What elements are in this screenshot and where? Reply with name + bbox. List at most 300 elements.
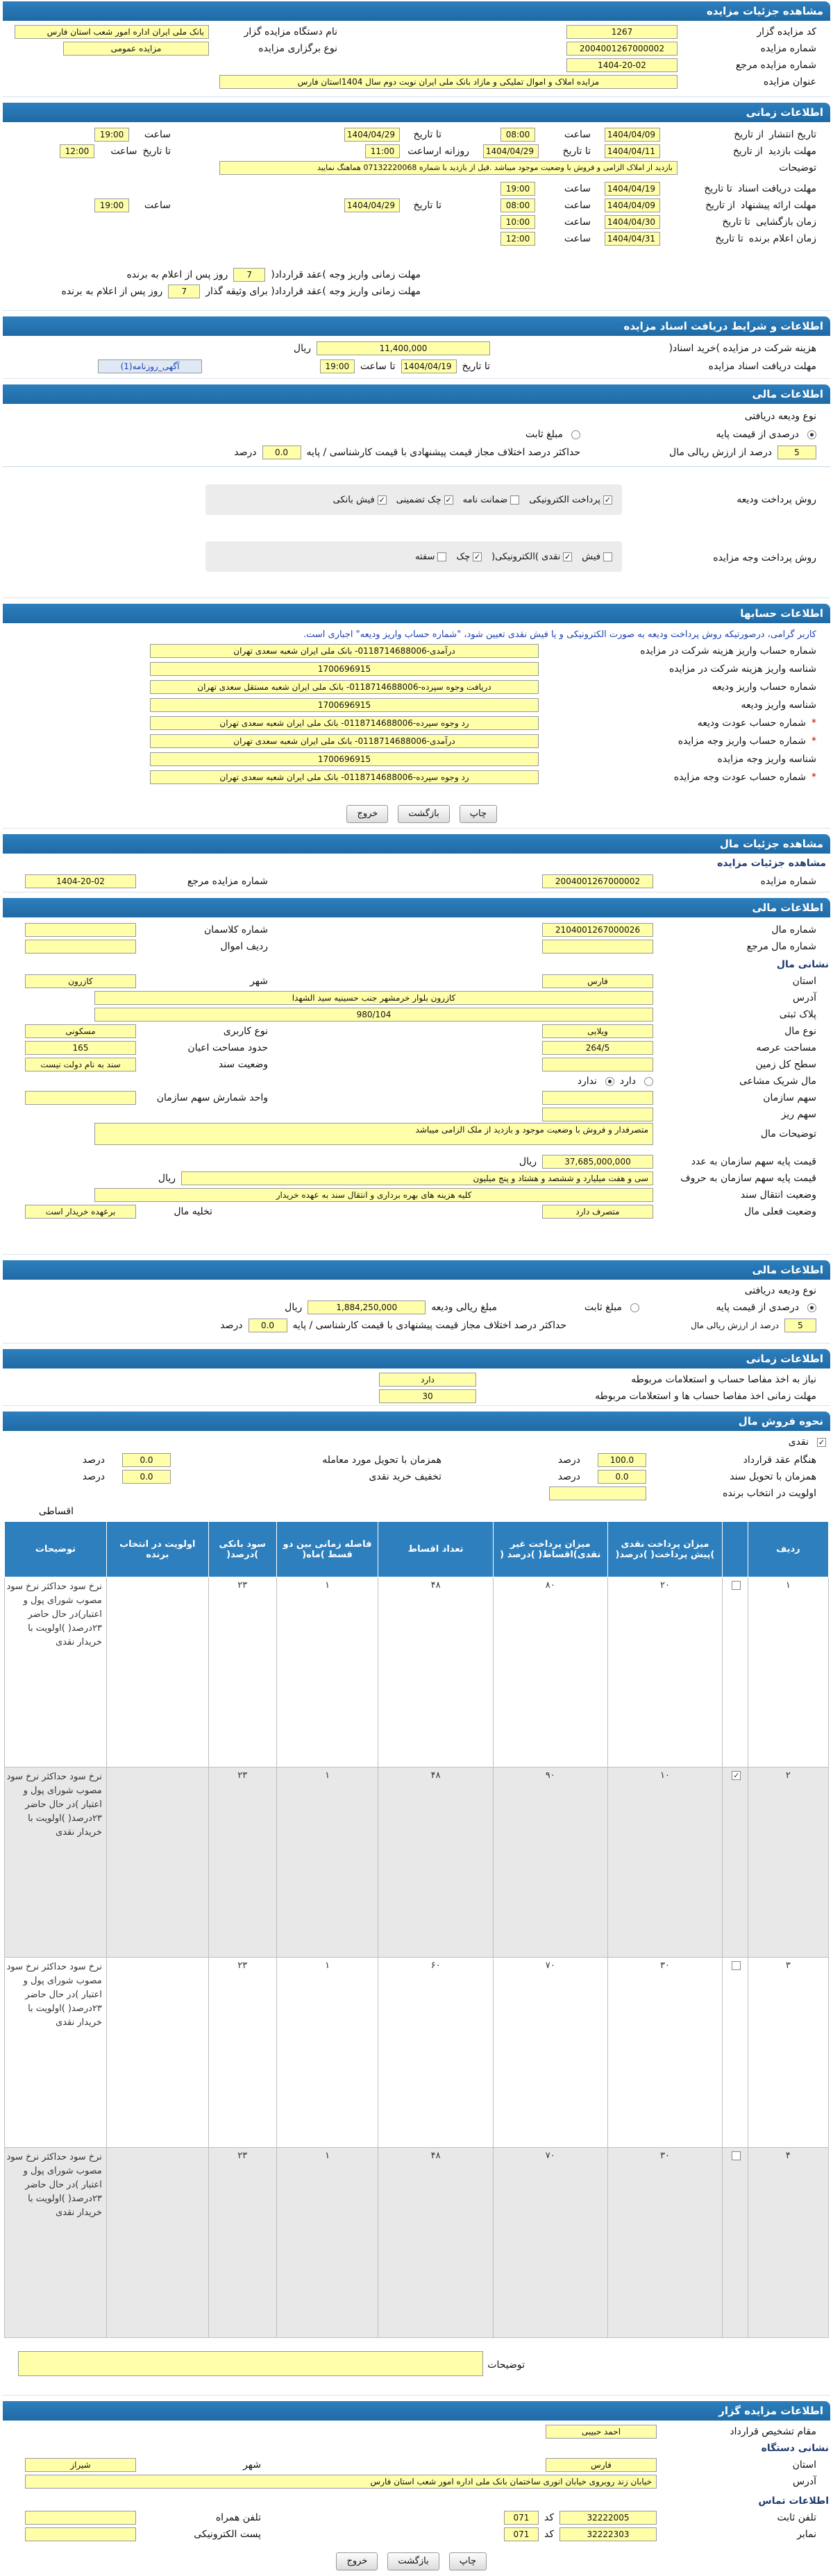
discount-percent-field: 0.0	[122, 1470, 171, 1484]
address-label: آدرس	[793, 2476, 816, 2487]
fax-code-field: 071	[504, 2527, 539, 2541]
percent-unit: درصد	[557, 1471, 580, 1482]
class-no-field	[25, 923, 136, 937]
announce-hour: 12:00	[500, 232, 535, 246]
tel-label: تلفن ثابت	[777, 2512, 816, 2523]
current-status-label: وضعیت فعلی مال	[744, 1206, 816, 1217]
table-row	[5, 1768, 829, 1958]
installment-col-header: اولویت در انتخاب برنده	[106, 1522, 208, 1577]
safte-label: سفته	[415, 551, 435, 562]
publish-from-date: 1404/04/09	[605, 128, 660, 142]
rial-label: ریال	[519, 1156, 537, 1167]
back-button[interactable]: بازگشت	[387, 2552, 439, 2570]
cash-option[interactable]	[491, 552, 572, 562]
hour-label: ساعت	[144, 200, 171, 211]
table-cell-n: ۴	[748, 2148, 828, 2338]
table-cell-cnt: ۶۰	[378, 1958, 493, 2148]
contact-heading: اطلاعات تماس	[758, 2496, 829, 2507]
table-cell-profit: ۲۳	[208, 1577, 276, 1768]
deal-label: همزمان با تحویل مورد معامله	[322, 1455, 441, 1466]
account-row-label: شماره حساب واریز وجه مزایده	[678, 736, 806, 747]
checkbox-checked-icon: ✓	[474, 552, 481, 561]
clearance-need-label: نیاز به اخذ مفاصا حساب و استعلامات مربوطه	[631, 1374, 816, 1385]
pay-days-suffix: روز پس از اعلام به برنده	[126, 269, 228, 280]
small-share-label: سهم ریز	[781, 1109, 816, 1120]
deed-status-field: سند به نام دولت نیست	[25, 1058, 136, 1071]
code-field: 1267	[566, 25, 678, 39]
checkbox-icon	[732, 1961, 741, 1970]
table-cell-inst: ۷۰	[493, 1958, 607, 2148]
plak-label: پلاک ثبتی	[779, 1009, 816, 1020]
checkbox-icon	[603, 552, 612, 561]
province-field: فارس	[546, 2458, 657, 2472]
bottom-action-buttons	[336, 2552, 487, 2570]
fee-field: 11,400,000	[317, 341, 490, 355]
hour-label: تا ساعت	[360, 361, 396, 372]
guarantor-days-field: 7	[168, 285, 200, 298]
asset-time-block	[3, 1368, 830, 1406]
doc-deadline-date: 1404/04/19	[605, 182, 660, 196]
asset-kind-field: ویلایی	[542, 1024, 653, 1038]
table-row	[5, 1577, 829, 1768]
section-header-asset-financial: اطلاعات مالی	[3, 1260, 830, 1280]
deed-status-label: وضعیت سند	[218, 1059, 268, 1070]
deposit-method-label: روش پرداخت ودیعه	[737, 494, 816, 505]
to-label: تا تاریخ	[715, 233, 743, 244]
offer-from-date: 1404/04/09	[605, 198, 660, 212]
auction-type-label: نوع برگزاری مزایده	[258, 43, 337, 54]
deal-percent-field: 0.0	[122, 1453, 171, 1467]
auction-no-label: شماره مزایده	[760, 876, 816, 887]
deposit-percent-text: درصد از ارزش ریالی مال	[691, 1321, 779, 1330]
max-diff-field: 0.0	[249, 1319, 287, 1332]
deposit-percent-field: 5	[777, 446, 816, 459]
required-star-icon: *	[811, 736, 816, 747]
installment-col-header: توضیحات	[5, 1522, 107, 1577]
no-label: ندارد	[577, 1076, 597, 1087]
class-no-label: شماره کلاسمان	[203, 924, 268, 935]
cash-label: نقدی )الکترونیکی(	[491, 551, 561, 562]
installment-desc-field	[18, 2351, 483, 2376]
account-row-label-wrap	[640, 643, 816, 659]
account-row-value-wrap	[150, 661, 539, 677]
to-label: تا تاریخ	[413, 200, 441, 211]
deposit-type-label: نوع ودیعه دریافتی	[744, 1285, 816, 1296]
province-label: استان	[792, 2459, 816, 2471]
section-header-financial: اطلاعات مالی	[3, 384, 830, 404]
account-row-label-wrap	[674, 769, 816, 786]
account-row-label: شماره حساب واریز هزینه شرکت در مزایده	[640, 645, 816, 656]
clearance-days-field: 30	[379, 1389, 476, 1403]
table-cell-inst: ۸۰	[493, 1577, 607, 1768]
action-buttons	[346, 805, 497, 823]
installment-col-header: میزان پرداخت نقدی )پیش پرداخت( )درصد(	[607, 1522, 722, 1577]
price-text-field: سی و هفت میلیارد و ششصد و هشتاد و پنج میلیون	[181, 1171, 653, 1185]
asset-desc-field: متصرفدار و فروش با وضعیت موجود و بازدید از ملک الزامی میباشد	[94, 1123, 653, 1145]
checkbox-checked-icon: ✓	[564, 552, 571, 561]
account-row-value: 1700696915	[150, 662, 539, 676]
e-pay-label: پرداخت الکترونیکی	[529, 494, 600, 505]
fixed-amount-label: مبلغ ثابت	[525, 429, 563, 440]
table-cell-n: ۱	[748, 1577, 828, 1768]
announce-label: زمان اعلام برنده	[748, 233, 816, 244]
account-row-label: شماره حساب واریز ودیعه	[712, 681, 816, 693]
table-cell-desc: نرخ سود حداکثر نرخ سود مصوب شورای پول و اعتبار )در حال حاضر ۲۳درصد( )اولویت با خریدار نقدی	[5, 2148, 107, 2338]
table-row	[5, 2148, 829, 2338]
accounts-note: کاربر گرامی، درصورتیکه روش پرداخت ودیعه به صورت الکترونیکی و یا فیش نقدی تعیین شود، "شماره حساب واریز ودیعه" اجباری است.	[303, 629, 816, 640]
ref-no-field: 1404-20-02	[25, 874, 136, 888]
transfer-label: وضعیت انتقال سند	[740, 1189, 816, 1201]
percent-unit: درصد	[220, 1320, 243, 1331]
guarantor-deadline-label: مهلت زمانی واریز وجه )عقد قرارداد( برای وثیقه گذار	[205, 286, 421, 297]
pay-method-label: روش پرداخت وجه مزایده	[713, 552, 816, 564]
fee-label: هزینه شرکت در مزایده )خرید اسناد(	[668, 343, 816, 354]
table-cell-cnt: ۴۸	[378, 2148, 493, 2338]
org-name-field: بانک ملی ایران اداره امور شعب استان فارس	[15, 25, 209, 39]
section-header-document-conditions: اطلاعات و شرایط دریافت اسناد مزایده	[3, 316, 830, 336]
financial-block	[3, 404, 830, 598]
account-row-value: درآمدی-0118714688006- بانک ملی ایران شعبه سعدی تهران	[150, 734, 539, 748]
checkbox-checked-icon: ✓	[604, 495, 612, 505]
installment-desc-label: توضیحات	[487, 2359, 525, 2371]
price-num-field: 37,685,000,000	[542, 1155, 653, 1169]
table-cell-desc: نرخ سود حداکثر نرخ سود مصوب شورای پول و اعتبار)در حال حاضر ۲۳درصد( )اولویت با خریدار نقدی	[5, 1577, 107, 1768]
title-field: مزایده املاک و اموال تملیکی و مازاد بانک ملی ایران نوبت دوم سال 1404استان فارس	[219, 75, 678, 89]
asset-info-block	[3, 917, 830, 1255]
installment-col-header: تعداد اقساط	[378, 1522, 493, 1577]
account-row-label-wrap	[718, 751, 816, 768]
current-status-field: متصرف دارد	[542, 1205, 653, 1219]
visit-to-hour: 12:00	[60, 144, 94, 158]
required-star-icon: *	[811, 772, 816, 783]
cheque-label: چک تضمینی	[396, 494, 441, 505]
row-select-checkbox[interactable]	[723, 1577, 748, 1768]
time-info-block	[3, 122, 830, 311]
fixed-amount-radio[interactable]	[630, 1303, 639, 1312]
city-field: کازرون	[25, 974, 136, 988]
to-label: تا تاریخ	[462, 361, 490, 372]
row-select-checkbox[interactable]	[723, 1958, 748, 2148]
account-row-value: درآمدی-0118714688006- بانک ملی ایران شعبه سعدی تهران	[150, 644, 539, 658]
publish-from-hour: 08:00	[500, 128, 535, 142]
account-row-label-wrap	[669, 661, 816, 677]
asset-ref-label: شماره مال مرجع	[746, 941, 816, 952]
to-label: تا تاریخ	[142, 146, 171, 157]
table-cell-gap: ۱	[276, 1958, 378, 2148]
account-row-value: رد وجوه سپرده-0118714688006- بانک ملی ایران شعبه سعدی تهران	[150, 716, 539, 730]
address-label: آدرس	[793, 992, 816, 1003]
tel-field: 32222005	[559, 2511, 657, 2525]
account-row-label-wrap	[741, 697, 816, 713]
opening-date: 1404/04/30	[605, 215, 660, 229]
account-row-value-wrap	[150, 751, 539, 768]
rial-label: ریال	[293, 343, 311, 354]
org-share-field	[542, 1091, 653, 1105]
asset-kind-label: نوع مال	[784, 1026, 816, 1037]
hour-label: ساعت	[564, 200, 591, 211]
deposit-type-label: نوع ودیعه دریافتی	[744, 411, 816, 422]
table-cell-gap: ۱	[276, 1577, 378, 1768]
mobile-field	[25, 2511, 136, 2525]
back-button[interactable]: بازگشت	[398, 805, 449, 823]
hour-label: ساعت	[564, 233, 591, 244]
priority-field	[549, 1486, 646, 1500]
max-diff-label: حداکثر درصد اختلاف مجاز قیمت پیشنهادی با قیمت کارشناسی / پایه	[292, 1320, 566, 1331]
row-select-checkbox[interactable]	[723, 1768, 748, 1958]
doc-deadline-label: مهلت دریافت اسناد مزایده	[708, 361, 816, 372]
tel-code-field: 071	[504, 2511, 539, 2525]
ref-no-label: شماره مزایده مرجع	[187, 876, 268, 887]
title-label: عنوان مزایده	[763, 76, 816, 87]
section-header-asset-info: اطلاعات مالی	[3, 898, 830, 917]
province-field: فارس	[542, 974, 653, 988]
publish-to-hour: 19:00	[94, 128, 129, 142]
asset-no-label: شماره مال	[771, 924, 816, 935]
account-row-value-wrap	[150, 679, 539, 695]
cheque-pay-option[interactable]	[456, 552, 482, 562]
account-row-value-wrap	[150, 643, 539, 659]
installment-table-body	[5, 1577, 829, 2338]
guarantee-option[interactable]	[463, 495, 520, 505]
account-row-value: رد وجوه سپرده-0118714688006- بانک ملی ایران شعبه سعدی تهران	[150, 770, 539, 784]
asset-row-label: ردیف اموال	[220, 941, 268, 952]
price-num-label: قیمت پایه سهم سازمان به عدد	[691, 1156, 816, 1167]
checkbox-checked-icon: ✓	[733, 1771, 740, 1780]
to-label: تا تاریخ	[704, 183, 732, 194]
pay-days-field: 7	[233, 268, 265, 282]
accounts-block	[3, 623, 830, 829]
org-address-heading: نشانی دستگاه	[761, 2443, 829, 2454]
hour-label: ساعت	[564, 217, 591, 228]
building-area-label: حدود مساحت اعیان	[187, 1042, 268, 1053]
mobile-label: تلفن همراه	[215, 2512, 261, 2523]
table-cell-gap: ۱	[276, 2148, 378, 2338]
hour-label: ساعت	[144, 129, 171, 140]
building-area-field: 165	[25, 1041, 136, 1055]
auction-details-block	[3, 21, 830, 97]
account-row-value: 1700696915	[150, 698, 539, 712]
account-row-label: شناسه واریز هزینه شرکت در مزایده	[668, 663, 816, 675]
visit-to-date: 1404/04/29	[483, 144, 539, 158]
section-header-time-info: اطلاعات زمانی	[3, 103, 830, 122]
offer-to-hour: 19:00	[94, 198, 129, 212]
land-area-label: سطح کل زمین	[755, 1059, 816, 1070]
doc-deadline-label: مهلت دریافت اسناد	[737, 183, 816, 194]
installment-col-header: ردیف	[748, 1522, 828, 1577]
auction-details-subheading: مشاهده جزئیات مزایده	[717, 858, 826, 869]
evacuation-label: تخلیه مال	[174, 1206, 212, 1217]
fish-option[interactable]	[582, 552, 612, 562]
code-label: کد مزایده گزار	[757, 26, 816, 37]
document-conditions-block	[3, 336, 830, 379]
print-button[interactable]: چاپ	[449, 2552, 487, 2570]
checkbox-icon	[732, 2151, 741, 2160]
asset-desc-label: توضیحات مال	[760, 1128, 816, 1139]
pay-method-group	[205, 541, 622, 572]
org-share-label: سهم سازمان	[763, 1092, 816, 1103]
max-diff-field: 0.0	[262, 446, 301, 459]
asset-row-field	[25, 940, 136, 954]
checkbox-icon	[732, 1581, 741, 1590]
e-pay-option[interactable]	[529, 495, 612, 505]
receipt-option[interactable]	[333, 495, 387, 505]
section-header-asset-details: مشاهده جزئیات مال	[3, 834, 830, 854]
asset-no-field: 2104001267000026	[542, 923, 653, 937]
table-cell-cnt: ۴۸	[378, 1577, 493, 1768]
city-label: شهر	[250, 976, 268, 987]
account-row-label-wrap	[712, 679, 816, 695]
print-button[interactable]: چاپ	[460, 805, 497, 823]
section-header-asset-time: اطلاعات زمانی	[3, 1349, 830, 1368]
address-field: کازرون بلوار خرمشهر جنب حسینیه سید الشهدا	[94, 991, 653, 1005]
percent-radio[interactable]	[807, 1303, 816, 1312]
shared-yes-radio[interactable]	[644, 1077, 653, 1086]
deposit-percent-text: درصد از ارزش ریالی مال	[669, 447, 772, 458]
deliver-percent-field: 0.0	[598, 1470, 646, 1484]
sale-method-block	[3, 1431, 830, 2396]
installment-table	[4, 1521, 829, 2338]
divider	[3, 466, 830, 467]
fish-label: فیش	[582, 551, 600, 562]
code-label: کد	[544, 2529, 554, 2540]
table-cell-gap: ۱	[276, 1768, 378, 1958]
doc-deadline-date: 1404/04/19	[401, 359, 457, 373]
auction-no-label: شماره مزایده	[760, 43, 816, 54]
plak-field: 980/104	[94, 1008, 653, 1022]
deposit-amount-field: 1,884,250,000	[308, 1300, 426, 1314]
address-field: خیابان زند روبروی خیابان انوری ساختمان بانک ملی اداره امور شعب استان فارس	[25, 2475, 657, 2489]
rial-label: ریال	[158, 1173, 176, 1184]
safte-option[interactable]	[415, 552, 446, 562]
contract-percent-field: 100.0	[598, 1453, 646, 1467]
table-cell-pre: ۱۰	[607, 1768, 722, 1958]
table-cell-profit: ۲۳	[208, 1958, 276, 2148]
exit-button[interactable]: خروج	[336, 2552, 378, 2570]
small-share-field	[542, 1108, 653, 1121]
table-cell-n: ۳	[748, 1958, 828, 2148]
cash-checkbox[interactable]: ✓	[818, 1437, 825, 1447]
table-cell-pre: ۲۰	[607, 1577, 722, 1768]
receipt-label: فیش بانکی	[333, 494, 375, 505]
max-diff-label: حداکثر درصد اختلاف مجاز قیمت پیشنهادی با قیمت کارشناسی / پایه	[306, 447, 580, 458]
pay-deadline-label: مهلت زمانی واریز وجه )عقد قرارداد(	[271, 269, 421, 280]
account-row-value-wrap	[150, 697, 539, 713]
checkbox-icon	[510, 495, 519, 505]
table-cell-inst: ۹۰	[493, 1768, 607, 1958]
fixed-amount-radio[interactable]	[571, 430, 580, 439]
account-row-value-wrap	[150, 715, 539, 731]
priority-label: اولویت در انتخاب برنده	[723, 1488, 816, 1499]
percent-radio-label: درصدی از قیمت پایه	[716, 429, 799, 440]
price-text-label: قیمت پایه سهم سازمان به حروف	[680, 1173, 816, 1184]
percent-unit: درصد	[82, 1455, 105, 1466]
percent-radio[interactable]	[807, 430, 816, 439]
table-cell-desc: نرخ سود حداکثر نرخ سود مصوب شورای پول و اعتبار )در حال حاضر ۲۳درصد( )اولویت با خریدار نقدی	[5, 1768, 107, 1958]
account-row-label-wrap	[698, 715, 816, 731]
province-label: استان	[792, 976, 816, 987]
checkbox-checked-icon: ✓	[378, 495, 385, 505]
table-cell-pre: ۳۰	[607, 2148, 722, 2338]
guarantor-days-suffix: روز پس از اعلام به برنده	[61, 286, 163, 297]
checkbox-icon	[437, 552, 446, 561]
area-field: 264/5	[542, 1041, 653, 1055]
account-row-label: شماره حساب عودت وجه مزایده	[673, 772, 806, 783]
opening-hour: 10:00	[500, 215, 535, 229]
account-row-value: دریافت وجوه سپرده-0118714688006- بانک ملی ایران شعبه مستقل سعدی تهران	[150, 680, 539, 694]
authority-label: مقام تشخیص قرارداد	[730, 2426, 816, 2437]
deposit-method-group	[205, 484, 622, 515]
asset-address-heading: نشانی مال	[776, 959, 829, 970]
to-label: تا تاریخ	[562, 146, 591, 157]
section-header-accounts: اطلاعات حسابها	[3, 604, 830, 623]
clearance-need-field: دارد	[379, 1373, 476, 1387]
evacuation-field: برعهده خریدار است	[25, 1205, 136, 1219]
to-label: تا تاریخ	[413, 129, 441, 140]
visit-daily-hour: 11:00	[365, 144, 400, 158]
page	[0, 1, 833, 2576]
publish-to-date: 1404/04/29	[344, 128, 400, 142]
to-label: تا تاریخ	[722, 217, 750, 228]
shared-label: مال شریک مشاعی	[739, 1076, 816, 1087]
ref-no-field: 1404-20-02	[566, 58, 678, 72]
table-cell-inst: ۷۰	[493, 2148, 607, 2338]
deposit-amount-label: مبلغ ریالی ودیعه	[431, 1302, 497, 1313]
table-cell-prio	[106, 1768, 208, 1958]
account-row-label: شماره حساب عودت ودیعه	[697, 718, 806, 729]
desc-label: توضیحات	[779, 162, 816, 173]
share-unit-field	[25, 1091, 136, 1105]
fixed-amount-label: مبلغ ثابت	[584, 1302, 622, 1313]
table-cell-pre: ۳۰	[607, 1958, 722, 2148]
table-cell-desc: نرخ سود حداکثر نرخ سود مصوب شورای پول و اعتبار )در حال حاضر ۲۳درصد( )اولویت با خریدار نقدی	[5, 1958, 107, 2148]
installment-col-header: میزان پرداخت غیر نقدی)اقساط( )درصد (	[493, 1522, 607, 1577]
fax-label: نمابر	[797, 2529, 816, 2540]
authority-field: احمد حبیبی	[546, 2425, 657, 2439]
installment-col-header: فاصله زمانی بین دو قسط )ماه(	[276, 1522, 378, 1577]
city-label: شهر	[243, 2459, 261, 2471]
account-row-value-wrap	[150, 733, 539, 749]
share-unit-label: واحد شمارش سهم سازمان	[156, 1092, 268, 1103]
row-select-checkbox[interactable]	[723, 2148, 748, 2338]
account-row-value: 1700696915	[150, 752, 539, 766]
organizer-block	[3, 2421, 830, 2573]
land-area-field	[542, 1058, 653, 1071]
table-cell-cnt: ۴۸	[378, 1768, 493, 1958]
table-cell-profit: ۲۳	[208, 2148, 276, 2338]
required-star-icon: *	[811, 718, 816, 729]
table-cell-prio	[106, 2148, 208, 2338]
shared-no-radio[interactable]	[605, 1077, 614, 1086]
offer-from-hour: 08:00	[500, 198, 535, 212]
auction-no-field: 2004001267000002	[542, 874, 653, 888]
offer-to-date: 1404/04/29	[344, 198, 400, 212]
from-label: از تاریخ	[705, 200, 736, 211]
rial-label: ریال	[285, 1302, 303, 1313]
cheque-option[interactable]	[396, 495, 453, 505]
discount-label: تخفیف خرید نقدی	[369, 1471, 441, 1482]
newspaper-ad-link[interactable]: آگهی_روزنامه(1)	[98, 359, 202, 373]
code-label: کد	[544, 2512, 554, 2523]
table-cell-n: ۲	[748, 1768, 828, 1958]
daily-label: روزانه ارساعت	[407, 146, 469, 157]
visit-label: مهلت بازدید	[768, 146, 816, 157]
table-row	[5, 1958, 829, 2148]
account-row-label-wrap	[678, 733, 816, 749]
city-field: شیراز	[25, 2458, 136, 2472]
exit-button[interactable]: خروج	[346, 805, 388, 823]
area-label: مساحت عرصه	[756, 1042, 816, 1053]
asset-details-block	[3, 854, 830, 892]
